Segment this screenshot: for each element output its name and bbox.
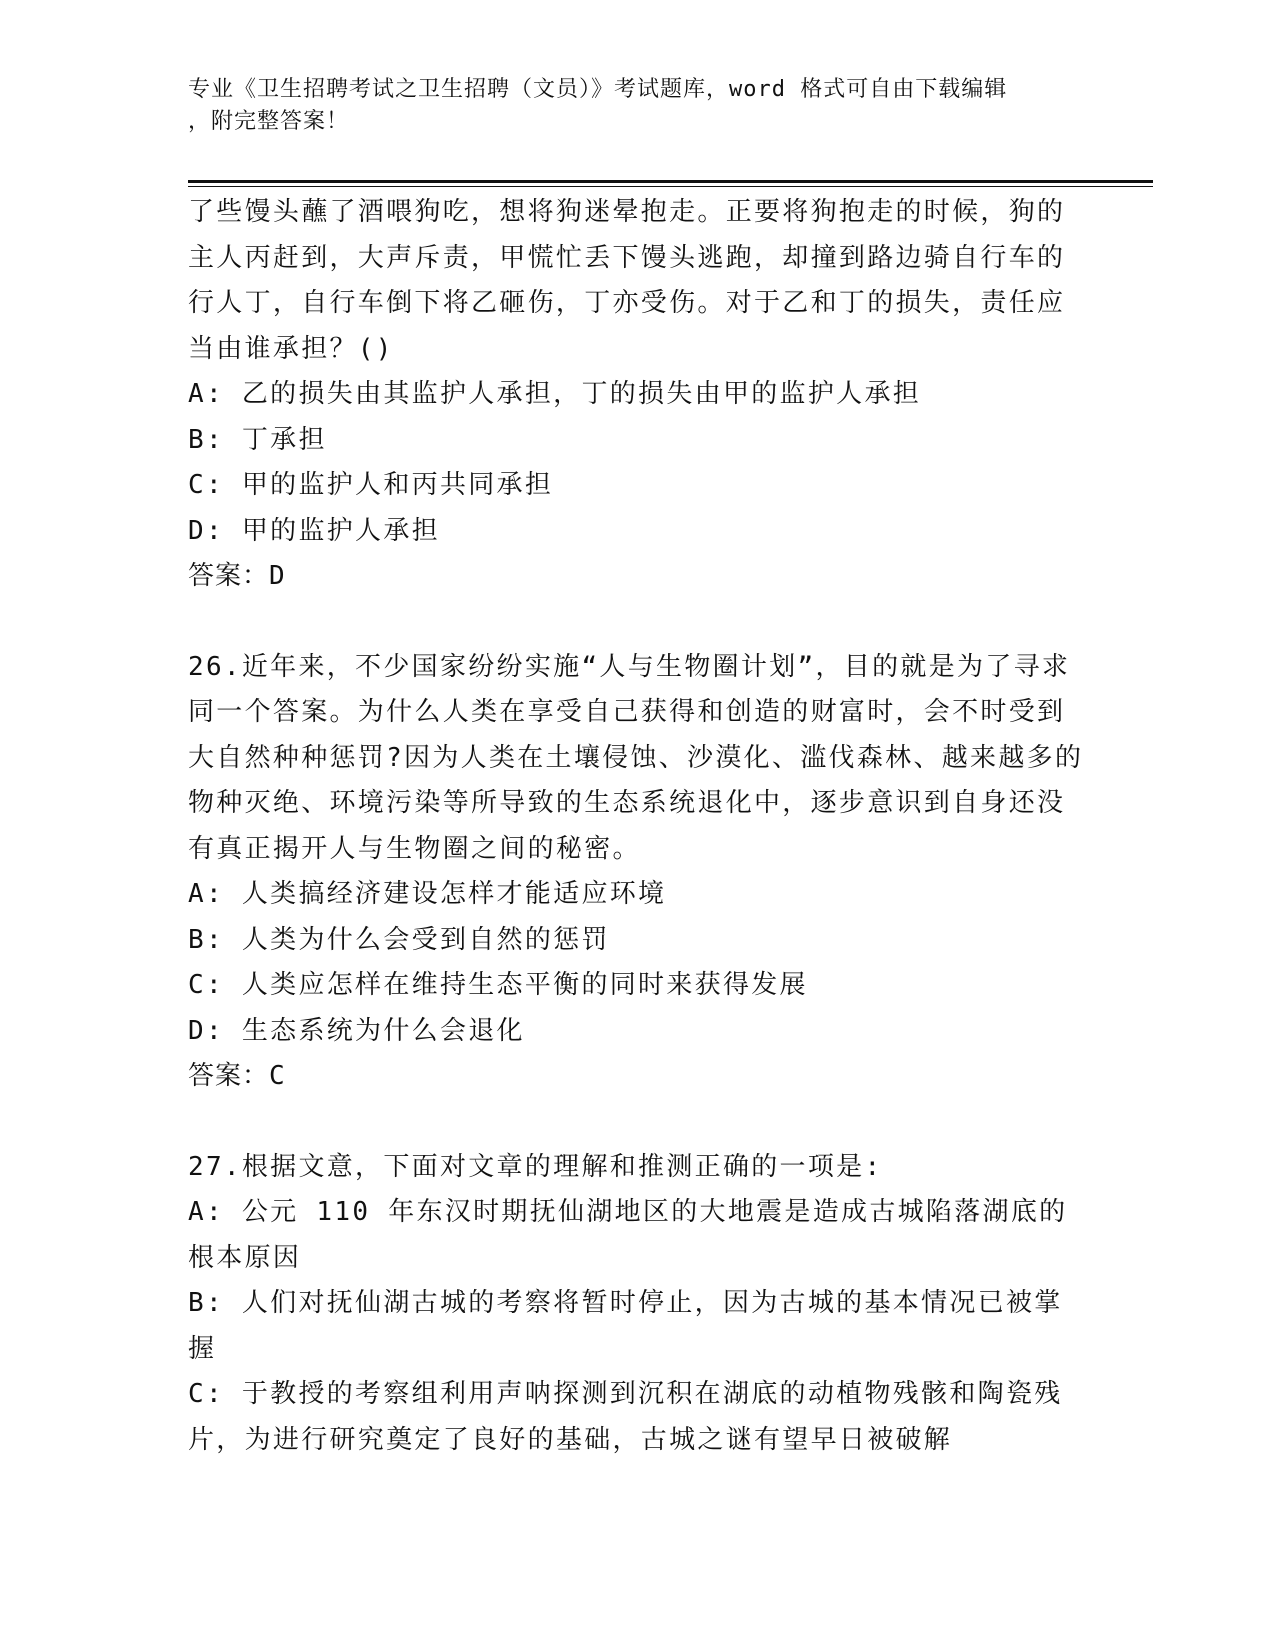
option-a: A: 乙的损失由其监护人承担，丁的损失由甲的监护人承担 — [188, 379, 922, 409]
question-stem: 27.根据文意，下面对文章的理解和推测正确的一项是: — [188, 1151, 883, 1182]
spacer — [188, 600, 1088, 645]
option-b: B: 人类为什么会受到自然的惩罚 — [188, 924, 610, 955]
option-d: D: 甲的监护人承担 — [188, 515, 440, 546]
header-line-2: ，附完整答案！ — [188, 109, 350, 134]
question-25 — [188, 190, 1088, 600]
option-a: A: 人类搞经济建设怎样才能适应环境 — [188, 879, 667, 909]
option-d: D: 生态系统为什么会退化 — [188, 1015, 525, 1046]
document-body — [188, 190, 1088, 1463]
option-c: C: 于教授的考察组利用声呐探测到沉积在湖底的动植物残骸和陶瓷残片，为进行研究奠定了良好的基础，古城之谜有望早日被破解 — [188, 1379, 1063, 1455]
header-rule-thin — [188, 186, 1153, 187]
option-b: B: 人们对抚仙湖古城的考察将暂时停止，因为古城的基本情况已被掌握 — [188, 1288, 1063, 1364]
option-c: C: 人类应怎样在维持生态平衡的同时来获得发展 — [188, 970, 808, 1000]
question-stem: 26.近年来，不少国家纷纷实施“人与生物圈计划”，目的就是为了寻求同一个答案。为什么人类在享受自己获得和创造的财富时，会不时受到大自然种种惩罚?因为人类在土壤侵蚀、沙漠化、滥伐森林、越来越多的物种灭绝、环境污染等所导致的生态系统退化中，逐步意识到自身还没有真正揭开人与生物圈之间的秘密。 — [188, 651, 1084, 864]
option-a: A: 公元 110 年东汉时期抚仙湖地区的大地震是造成古城陷落湖底的根本原因 — [188, 1197, 1068, 1273]
spacer — [188, 1100, 1088, 1145]
answer: 答案：D — [188, 561, 286, 591]
option-c: C: 甲的监护人和丙共同承担 — [188, 470, 554, 500]
page-header — [188, 74, 1088, 138]
question-27 — [188, 1145, 1088, 1464]
header-line-1: 专业《卫生招聘考试之卫生招聘（文员）》考试题库，word 格式可自由下载编辑 — [188, 77, 1008, 102]
option-b: B: 丁承担 — [188, 424, 327, 455]
answer: 答案：C — [188, 1061, 286, 1091]
question-stem: 了些馒头蘸了酒喂狗吃，想将狗迷晕抱走。正要将狗抱走的时候，狗的主人丙赶到，大声斥责，甲慌忙丢下馒头逃跑，却撞到路边骑自行车的行人丁，自行车倒下将乙砸伤，丁亦受伤。对于乙和丁的损失，责任应当由谁承担？() — [188, 197, 1066, 364]
question-26 — [188, 645, 1088, 1100]
header-rule-thick — [188, 180, 1153, 183]
